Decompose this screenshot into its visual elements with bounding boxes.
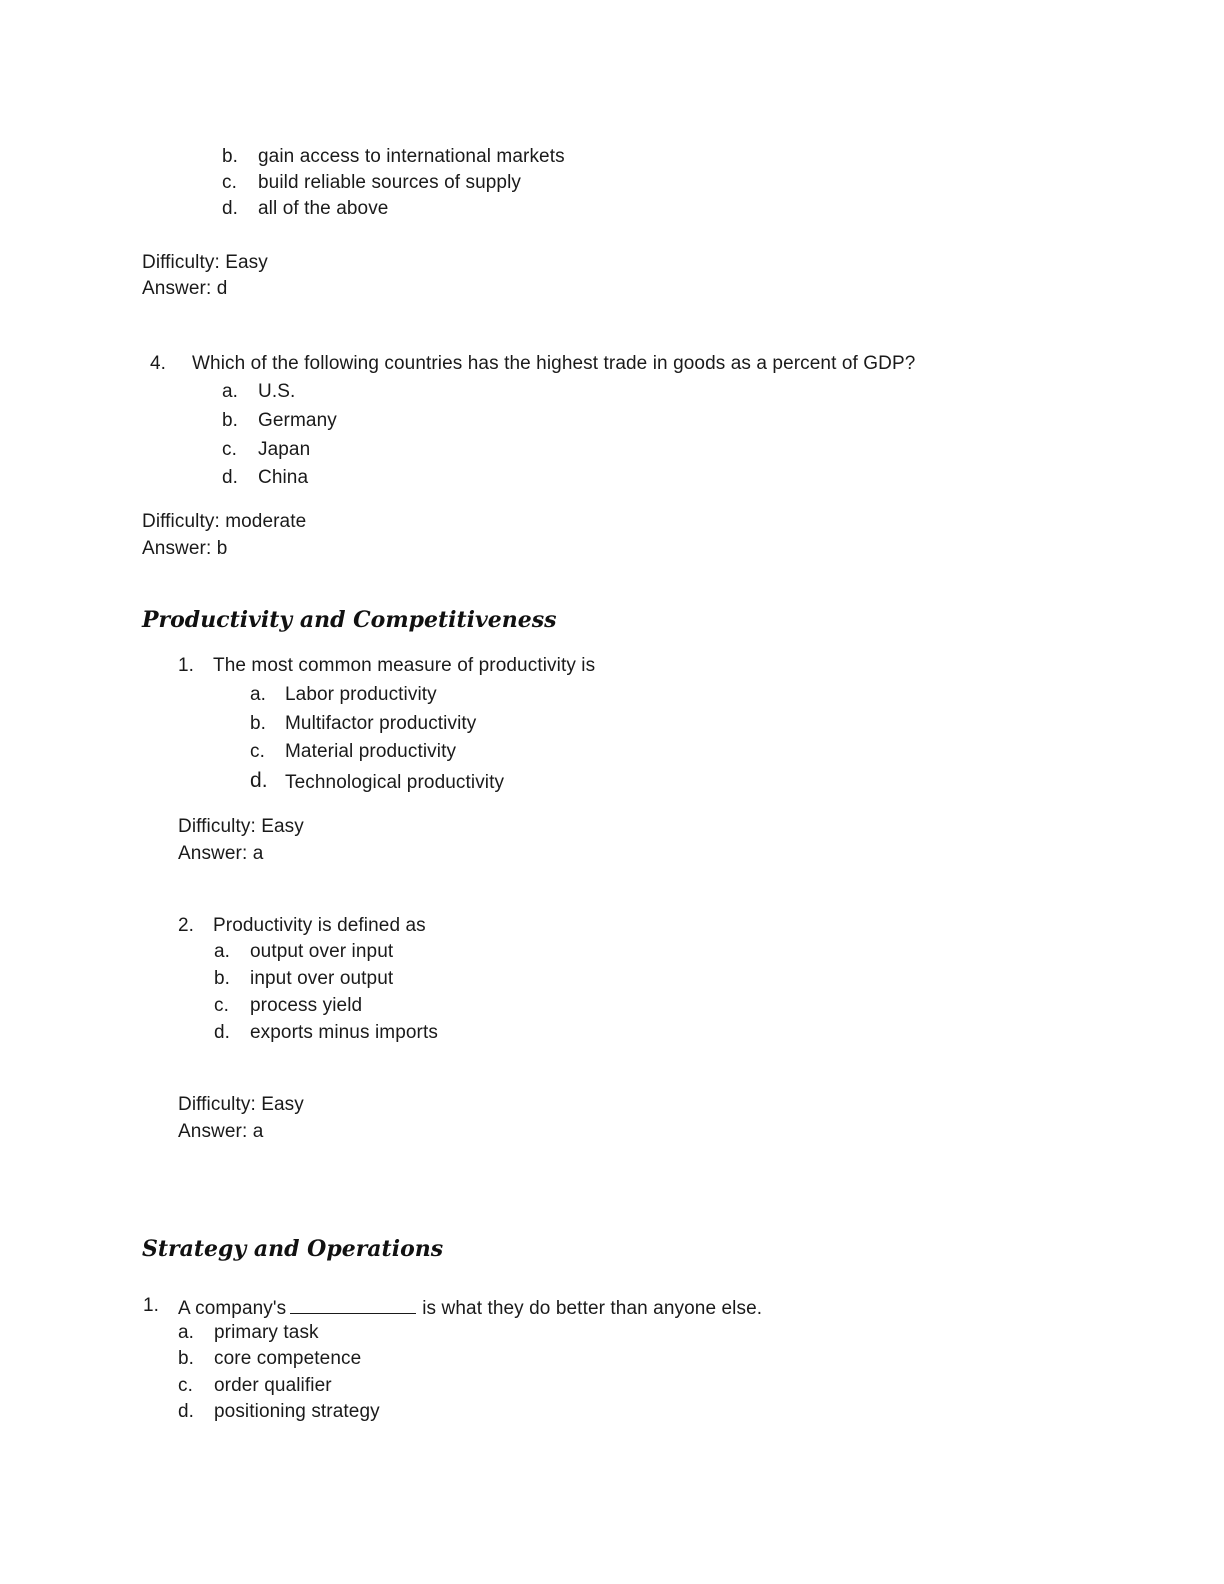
option-letter: b. xyxy=(214,968,231,989)
option-text: primary task xyxy=(214,1322,319,1343)
option-text: input over output xyxy=(250,968,394,989)
option-letter: b. xyxy=(178,1348,195,1369)
option-letter: b. xyxy=(222,146,239,167)
option-letter: c. xyxy=(214,995,229,1016)
option-letter: a. xyxy=(214,941,231,962)
question-text: Which of the following countries has the highest trade in goods as a percent of GDP? xyxy=(192,353,916,374)
question-number: 2. xyxy=(178,915,195,936)
question-text-before-blank: A company's xyxy=(178,1298,287,1319)
option-letter: b. xyxy=(222,410,239,431)
question-text xyxy=(178,1295,762,1320)
option-text: build reliable sources of supply xyxy=(258,172,522,193)
option-text: Technological productivity xyxy=(285,772,505,793)
fill-in-blank xyxy=(290,1295,416,1314)
option-letter: c. xyxy=(178,1375,193,1396)
option-text: output over input xyxy=(250,941,394,962)
option-letter: d. xyxy=(214,1022,231,1043)
option-text: exports minus imports xyxy=(250,1022,438,1043)
answer-label: Answer: a xyxy=(178,843,264,864)
option-text: positioning strategy xyxy=(214,1401,380,1422)
option-text: order qualifier xyxy=(214,1375,332,1396)
option-text: all of the above xyxy=(258,198,389,219)
question-text: The most common measure of productivity is xyxy=(213,655,596,676)
option-text: Germany xyxy=(258,410,337,431)
difficulty-label: Difficulty: moderate xyxy=(142,511,307,532)
answer-label: Answer: b xyxy=(142,538,228,559)
option-text: gain access to international markets xyxy=(258,146,565,167)
option-text: Japan xyxy=(258,439,311,460)
difficulty-label: Difficulty: Easy xyxy=(178,816,304,837)
answer-label: Answer: a xyxy=(178,1121,264,1142)
question-text-after-blank: is what they do better than anyone else. xyxy=(422,1298,763,1319)
option-letter: d. xyxy=(250,769,268,792)
option-letter: c. xyxy=(222,172,237,193)
difficulty-label: Difficulty: Easy xyxy=(178,1094,304,1115)
answer-label: Answer: d xyxy=(142,278,228,299)
option-letter: b. xyxy=(250,713,267,734)
option-letter: c. xyxy=(250,741,265,762)
option-text: core competence xyxy=(214,1348,362,1369)
option-text: Material productivity xyxy=(285,741,457,762)
question-text: Productivity is defined as xyxy=(213,915,426,936)
option-letter: a. xyxy=(222,381,239,402)
option-letter: d. xyxy=(222,467,239,488)
option-letter: a. xyxy=(250,684,267,705)
option-text: China xyxy=(258,467,309,488)
option-letter: a. xyxy=(178,1322,195,1343)
option-letter: c. xyxy=(222,439,237,460)
option-text: Labor productivity xyxy=(285,684,437,705)
option-letter: d. xyxy=(222,198,239,219)
section-heading: Strategy and Operations xyxy=(142,1236,444,1262)
difficulty-label: Difficulty: Easy xyxy=(142,252,268,273)
option-letter: d. xyxy=(178,1401,195,1422)
section-heading: Productivity and Competitiveness xyxy=(142,607,557,633)
option-text: U.S. xyxy=(258,381,296,402)
option-text: process yield xyxy=(250,995,363,1016)
question-number: 1. xyxy=(143,1295,160,1316)
question-number: 4. xyxy=(150,353,167,374)
option-text: Multifactor productivity xyxy=(285,713,477,734)
question-number: 1. xyxy=(178,655,195,676)
